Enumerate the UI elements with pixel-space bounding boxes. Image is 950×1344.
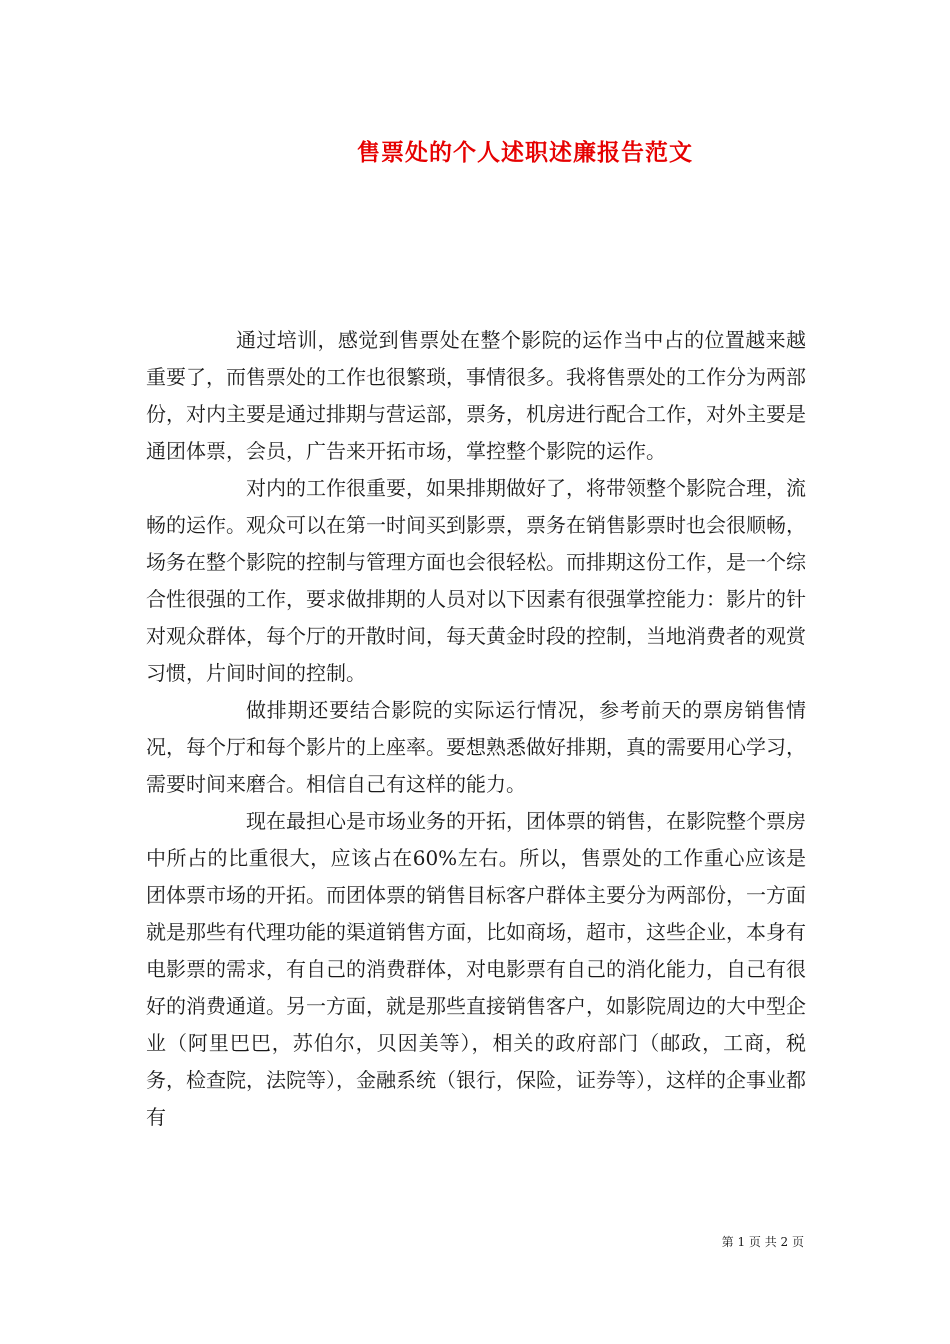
- paragraph-2: 对内的工作很重要，如果排期做好了，将带领整个影院合理，流畅的运作。观众可以在第一时间买到影票，票务在销售影票时也会很顺畅，场务在整个影院的控制与管理方面也会很轻松。而排期这份工作，是一个综合性很强的工作，要求做排期的人员对以下因素有很强掌控能力：影片的针对观众群体，每个厅的开散时间，每天黄金时段的控制，当地消费者的观赏习惯，片间时间的控制。: [146, 476, 806, 685]
- page-number-footer: 第 1 页 共 2 页: [721, 1235, 804, 1249]
- document-body: [146, 322, 806, 1136]
- paragraph-4: 现在最担心是市场业务的开拓，团体票的销售，在影院整个票房中所占的比重很大，应该占在60%左右。所以，售票处的工作重心应该是团体票市场的开拓。而团体票的销售目标客户群体主要分为两部份，一方面就是那些有代理功能的渠道销售方面，比如商场，超市，这些企业，本身有电影票的需求，有自己的消费群体，对电影票有自己的消化能力，自己有很好的消费通道。另一方面，就是那些直接销售客户，如影院周边的大中型企业（阿里巴巴，苏伯尔，贝因美等），相关的政府部门（邮政，工商，税务，检查院，法院等），金融系统（银行，保险，证券等），这样的企事业都有: [146, 809, 806, 1129]
- document-title: 售票处的个人述职述廉报告范文: [357, 139, 693, 166]
- paragraph-3: 做排期还要结合影院的实际运行情况，参考前天的票房销售情况，每个厅和每个影片的上座率。要想熟悉做好排期，真的需要用心学习，需要时间来磨合。相信自己有这样的能力。: [146, 698, 806, 796]
- paragraph-1: 通过培训，感觉到售票处在整个影院的运作当中占的位置越来越重要了，而售票处的工作也很繁琐，事情很多。我将售票处的工作分为两部份，对内主要是通过排期与营运部，票务，机房进行配合工作，对外主要是通团体票，会员，广告来开拓市场，掌控整个影院的运作。: [146, 328, 806, 463]
